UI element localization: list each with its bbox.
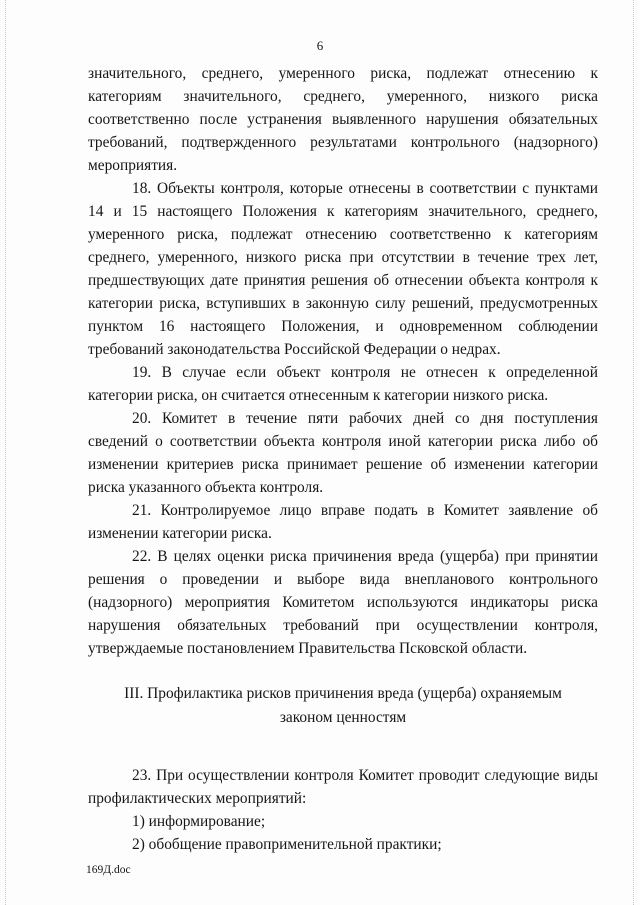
list-item: 1) информирование; [132, 813, 266, 830]
paragraph-continuation: значительного, среднего, умеренного риска, подлежат отнесению к категориям значительного, среднего, умеренного, низкого риска соответственно после устранения выявленного нарушения обязательных требований, подтвержденного результатами контрольного (надзорного) мероприятия. [88, 65, 598, 174]
section-heading-line-2: законом ценностям [279, 709, 407, 726]
list-item: 2) обобщение правоприменительной практики; [132, 836, 442, 853]
section-heading [88, 682, 598, 730]
scan-edge-right [633, 0, 635, 905]
document-body [88, 62, 598, 856]
paragraph-21: 21. Контролируемое лицо вправе подать в Комитет заявление об изменении категории риска. [88, 502, 598, 542]
paragraph-22: 22. В целях оценки риска причинения вреда (ущерба) при принятии решения о проведении и выборе вида внепланового контрольного (надзорного) мероприятия Комитетом используются индикаторы риска нарушения обязательных требований при осуществлении контроля, утверждаемые постановлением Правительства Псковской области. [88, 548, 598, 657]
paragraph-19: 19. В случае если объект контроля не отнесен к определенной категории риска, он считается отнесенным к категории низкого риска. [88, 364, 598, 404]
paragraph-23: 23. При осуществлении контроля Комитет проводит следующие виды профилактических мероприятий: [88, 767, 598, 807]
paragraph-20: 20. Комитет в течение пяти рабочих дней со дня поступления сведений о соответствии объекта контроля иной категории риска либо об изменении критериев риска принимает решение об изменении категории риска указанного объекта контроля. [88, 410, 598, 496]
paragraph-18: 18. Объекты контроля, которые отнесены в соответствии с пунктами 14 и 15 настоящего Положения к категориям значительного, среднего, умеренного риска, подлежат отнесению соответственно к категориям среднего, умеренного, низкого риска при отсутствии в течение трех лет, предшествующих дате принятия решения об отнесении объекта контроля к категории риска, вступивших в законную силу решений, предусмотренных пунктом 16 настоящего Положения, и одновременном соблюдении требований законодательства Российской Федерации о недрах. [88, 180, 598, 358]
footer-filename: 169Д.doc [86, 864, 131, 876]
section-heading-line-1: III. Профилактика рисков причинения вреда (ущерба) охраняемым [124, 685, 562, 702]
scan-edge-left [5, 0, 7, 905]
page-number: 6 [316, 38, 324, 53]
spacer [88, 730, 598, 764]
